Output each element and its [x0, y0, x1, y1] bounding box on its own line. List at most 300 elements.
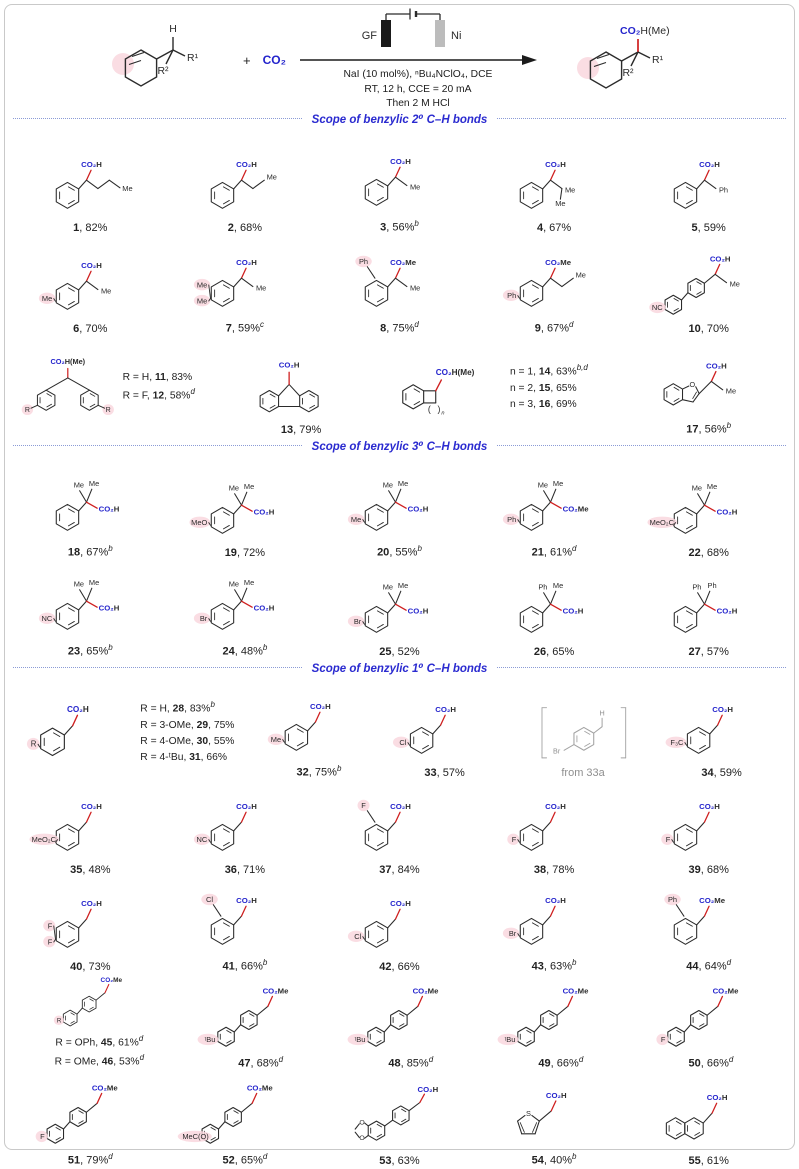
compound-cell: [631, 462, 786, 561]
compound-cell: [322, 236, 477, 337]
reaction-arrow: [298, 54, 538, 66]
svg-text:Me: Me: [270, 735, 281, 745]
compound-caption: 4, 67%: [536, 222, 572, 234]
svg-text:CO₂H: CO₂H: [253, 507, 274, 517]
section-title: Scope of benzylic 3⁰ C–H bonds: [302, 441, 498, 453]
compound-caption: 50, 66%$^d$: [688, 1055, 734, 1070]
compound-combo-cell: [13, 337, 224, 438]
compound-cell: [477, 462, 632, 561]
svg-text:NC: NC: [41, 614, 53, 624]
svg-text:CO₂H: CO₂H: [235, 896, 257, 906]
compound-caption: 32, 75%$^b$: [296, 764, 342, 779]
compound-caption: 5, 59%: [691, 222, 726, 234]
compound-cell: [168, 1072, 323, 1169]
r1-label: R¹: [651, 54, 664, 66]
reaction-arrow-block: [298, 8, 538, 111]
compound-cell: [631, 561, 786, 660]
compound-cell: [13, 236, 168, 337]
svg-text:O: O: [359, 1134, 365, 1142]
svg-text:CO₂H: CO₂H: [707, 1093, 728, 1103]
svg-text:CO₂H: CO₂H: [407, 606, 429, 616]
compound-cell: [322, 561, 477, 660]
svg-text:Me: Me: [88, 578, 100, 588]
substitution-site-highlight: [577, 57, 599, 79]
compound-caption: 22, 68%: [688, 547, 729, 559]
compound-row: [13, 236, 786, 337]
compound-cell: [477, 236, 632, 337]
svg-text:F: F: [361, 801, 366, 811]
compound-cell: [631, 1072, 786, 1169]
structure-drawing: [486, 985, 636, 1055]
svg-text:CO₂Me: CO₂Me: [699, 896, 726, 906]
structure-drawing: [168, 1082, 323, 1152]
compound-cell: [13, 781, 168, 878]
svg-text:Ph: Ph: [506, 291, 517, 301]
r2-label: R²: [622, 67, 634, 79]
svg-text:Me: Me: [382, 481, 394, 491]
structure-drawing: [631, 794, 786, 864]
compound-cell: [168, 462, 323, 561]
compound-caption: 47, 68%$^d$: [238, 1055, 284, 1070]
compound-cell: [13, 878, 168, 975]
compound-cell: [631, 236, 786, 337]
bracket-caption: from 33a: [561, 767, 605, 779]
compound-caption: 6, 70%: [73, 323, 108, 335]
svg-text:MeO: MeO: [190, 517, 207, 527]
structure-drawing: [477, 474, 632, 544]
compound-caption: 1, 82%: [73, 222, 108, 234]
compound-caption: 23, 65%$^b$: [67, 643, 113, 658]
co2-reagent-label: CO₂: [262, 53, 286, 67]
svg-text:R: R: [105, 406, 111, 414]
svg-text:Br: Br: [354, 616, 362, 626]
svg-text:CO₂H: CO₂H: [710, 254, 731, 264]
compound-row: [13, 462, 786, 561]
svg-text:CO₂H: CO₂H: [390, 899, 412, 909]
structure-drawing: [631, 1085, 786, 1155]
structure-drawing: [168, 152, 323, 222]
svg-text:Me: Me: [554, 199, 566, 209]
compound-cell: [13, 462, 168, 561]
structure-drawing: [631, 888, 786, 958]
conditions-line-2: RT, 12 h, CCE = 20 mA: [364, 83, 472, 95]
structure-drawing: [631, 576, 786, 646]
section-title: Scope of benzylic 1⁰ C–H bonds: [302, 663, 498, 675]
structure-drawing: [224, 354, 379, 424]
compound-cell: [168, 781, 323, 878]
svg-text:O: O: [689, 380, 696, 390]
svg-text:CO₂H: CO₂H: [253, 603, 274, 613]
svg-text:CO₂Me: CO₂Me: [262, 986, 289, 996]
svg-text:CO₂H: CO₂H: [235, 258, 257, 268]
svg-text:Ph: Ph: [692, 582, 702, 592]
svg-text:Ph: Ph: [359, 257, 369, 267]
svg-text:CO₂H: CO₂H: [712, 705, 734, 715]
conditions-line-1: NaI (10 mol%), ⁿBu₄NClO₄, DCE: [343, 69, 493, 81]
compound-caption: 19, 72%: [224, 547, 266, 559]
compound-cell: [322, 135, 477, 236]
compound-caption: 7, 59%$^c$: [225, 320, 265, 335]
section-title: Scope of benzylic 2⁰ C–H bonds: [302, 114, 498, 126]
svg-text:CO₂H(Me): CO₂H(Me): [436, 367, 475, 377]
compound-caption: 42, 66%: [379, 961, 420, 973]
svg-text:F: F: [47, 921, 53, 931]
svg-text:CO₂H: CO₂H: [717, 606, 738, 616]
compound-cell: [224, 337, 379, 438]
structure-drawing: [636, 985, 786, 1055]
structure-drawing: [509, 697, 657, 767]
scope-sections: [13, 114, 786, 1169]
svg-text:Me: Me: [73, 580, 85, 590]
section-divider: [13, 441, 786, 456]
compound-caption: 10, 70%: [688, 323, 729, 335]
svg-text:R: R: [56, 1017, 62, 1025]
structure-drawing: [322, 250, 477, 320]
compound-cell: [477, 781, 632, 878]
svg-text:(: (: [428, 403, 432, 414]
svg-text:Me: Me: [726, 386, 737, 396]
compound-caption: 26, 65%: [533, 646, 575, 658]
svg-text:Me: Me: [243, 578, 254, 588]
compound-row: [13, 878, 786, 975]
structure-drawing: [322, 576, 477, 646]
compound-row: [13, 1072, 786, 1169]
svg-text:R: R: [24, 406, 30, 414]
compound-cell: [477, 878, 632, 975]
structure-drawing: [322, 794, 477, 864]
compound-caption: 53, 63%: [379, 1155, 420, 1167]
svg-text:): ): [437, 403, 441, 414]
svg-text:NC: NC: [652, 303, 664, 313]
compound-row: [13, 337, 786, 438]
svg-text:n: n: [441, 410, 445, 417]
compound-caption: 44, 64%$^d$: [686, 958, 732, 973]
svg-text:Ph: Ph: [707, 581, 718, 591]
substrate-structure: [81, 12, 231, 108]
structure-drawing: [13, 794, 168, 864]
structure-drawing: [631, 152, 786, 222]
compound-cell: [168, 878, 323, 975]
svg-text:Ph: Ph: [538, 582, 548, 592]
compound-caption: 41, 66%$^b$: [222, 958, 268, 973]
compound-cell: [168, 135, 323, 236]
compound-caption: 49, 66%$^d$: [538, 1055, 584, 1070]
svg-text:Me: Me: [266, 172, 277, 182]
compound-row: [13, 135, 786, 236]
svg-text:Me: Me: [228, 580, 239, 590]
compound-cell: [477, 561, 632, 660]
structure-drawing: [631, 477, 786, 547]
compound-cell: [322, 781, 477, 878]
compound-cell: [336, 975, 486, 1072]
svg-text:CO₂H: CO₂H: [235, 802, 257, 812]
svg-text:Me: Me: [410, 182, 421, 192]
svg-text:Me: Me: [243, 482, 254, 492]
svg-text:F: F: [660, 1035, 666, 1045]
compound-cell: [322, 1072, 477, 1169]
svg-text:Cl: Cl: [354, 931, 362, 941]
variant-list: R = H, 28, 83%$^b$ R = 3-OMe, 29, 75% R = 4-OMe, 30, 55% R = 4-ᵗBu, 31, 66%: [140, 700, 235, 763]
structure-drawing: [477, 576, 632, 646]
compound-caption: 33, 57%: [424, 767, 465, 779]
svg-text:CO₂H: CO₂H: [417, 1085, 439, 1094]
svg-text:Me: Me: [196, 296, 207, 306]
compound-caption: 43, 63%$^b$: [531, 958, 577, 973]
compound-caption: 18, 67%$^b$: [67, 544, 113, 559]
svg-text:CO₂H: CO₂H: [545, 1091, 567, 1101]
compound-cell: [13, 135, 168, 236]
svg-text:CO₂Me: CO₂Me: [100, 976, 123, 984]
svg-text:Me: Me: [552, 581, 564, 591]
structure-drawing: [13, 975, 186, 1033]
svg-text:Me: Me: [255, 283, 266, 293]
svg-text:Me: Me: [537, 481, 548, 491]
structure-drawing: [631, 253, 786, 323]
svg-text:CO₂Me: CO₂Me: [91, 1083, 118, 1093]
structure-drawing: [631, 351, 786, 421]
svg-text:CO₂Me: CO₂Me: [712, 986, 739, 996]
svg-text:ᵗBu: ᵗBu: [504, 1035, 516, 1045]
svg-text:Me: Me: [729, 279, 741, 289]
structure-drawing: [13, 573, 168, 643]
structure-drawing: [13, 696, 140, 770]
compound-caption: 55, 61%: [688, 1155, 729, 1167]
svg-text:CO₂H: CO₂H: [699, 160, 721, 170]
svg-text:CO₂H: CO₂H: [544, 802, 566, 812]
compound-caption: 40, 73%: [70, 961, 111, 973]
svg-text:F: F: [666, 834, 671, 844]
structure-drawing: [322, 1085, 477, 1155]
figure-frame: [4, 4, 795, 1167]
r2-label: R²: [157, 65, 169, 77]
structure-drawing: [168, 794, 323, 864]
svg-text:CO₂H: CO₂H: [81, 261, 102, 271]
product-structure: [550, 12, 718, 108]
cathode-label: Ni: [450, 30, 462, 43]
compound-caption: 2, 68%: [227, 222, 263, 234]
compound-caption: 13, 79%: [280, 424, 322, 436]
section-divider: [13, 663, 786, 678]
svg-text:F: F: [511, 834, 517, 844]
svg-text:ᵗBu: ᵗBu: [354, 1035, 366, 1045]
svg-text:CO₂H: CO₂H: [81, 802, 102, 812]
svg-text:CO₂H: CO₂H: [562, 606, 584, 616]
compound-caption: 37, 84%: [379, 864, 420, 876]
svg-text:F: F: [40, 1132, 45, 1142]
structure-drawing: [258, 694, 380, 764]
compound-cell: [486, 975, 636, 1072]
svg-text:CO₂H: CO₂H: [435, 705, 457, 715]
structure-drawing: [380, 697, 509, 767]
compound-caption: 48, 85%$^d$: [388, 1055, 434, 1070]
svg-text:Me: Me: [564, 185, 576, 195]
compound-caption: 27, 57%: [688, 646, 729, 658]
structure-drawing: [477, 794, 632, 864]
compound-combo-cell: [13, 684, 258, 781]
svg-text:Br: Br: [508, 929, 517, 939]
compound-cell: [380, 684, 509, 781]
anode-label: GF: [361, 30, 377, 43]
r1-label: R¹: [187, 52, 199, 64]
svg-text:Me: Me: [410, 283, 421, 293]
svg-text:R: R: [30, 739, 37, 749]
structure-drawing: [477, 1082, 632, 1152]
compound-caption: 3, 56%$^b$: [380, 219, 419, 234]
svg-text:CO₂H: CO₂H: [81, 160, 102, 170]
svg-text:Me: Me: [707, 482, 718, 492]
svg-text:CO₂Me: CO₂Me: [562, 986, 589, 996]
structure-drawing: [168, 250, 323, 320]
svg-text:Ph: Ph: [719, 185, 729, 195]
compound-caption: 8, 75%$^d$: [380, 320, 419, 335]
benzylic-h-label: H: [169, 23, 177, 35]
compound-cell: [258, 684, 380, 781]
structure-drawing: [336, 985, 486, 1055]
plus-sign: +: [243, 52, 251, 68]
svg-text:Br: Br: [199, 614, 207, 624]
svg-text:CO₂H: CO₂H: [706, 361, 728, 371]
svg-text:Me: Me: [73, 481, 85, 491]
svg-text:Ph: Ph: [506, 515, 517, 525]
svg-text:CO₂H: CO₂H: [717, 507, 738, 517]
variant-list: R = OPh, 45, 61%$^d$ R = OMe, 46, 53%$^d$: [54, 1034, 145, 1068]
structure-drawing: [13, 253, 168, 323]
structure-drawing: [322, 891, 477, 961]
structure-drawing: [477, 250, 632, 320]
structure-drawing: [168, 477, 323, 547]
compound-row: [13, 781, 786, 878]
compound-cell: [186, 975, 336, 1072]
reaction-scheme: [13, 9, 786, 111]
compound-caption: 36, 71%: [224, 864, 266, 876]
svg-text:CO₂H: CO₂H: [390, 157, 412, 167]
compound-row: [13, 561, 786, 660]
compound-cell: [636, 975, 786, 1072]
bracket-structure-cell: [509, 684, 657, 781]
reaction-conditions: [344, 68, 493, 111]
compound-caption: 38, 78%: [533, 864, 575, 876]
compound-cell: [13, 1072, 168, 1169]
compound-cell: [168, 561, 323, 660]
svg-text:Me: Me: [122, 183, 133, 193]
compound-cell: [477, 135, 632, 236]
svg-text:ᵗBu: ᵗBu: [204, 1035, 216, 1045]
svg-text:Ph: Ph: [668, 895, 678, 905]
svg-text:CO₂Me: CO₂Me: [544, 258, 571, 268]
svg-text:CO₂H: CO₂H: [81, 899, 102, 909]
svg-text:CO₂H: CO₂H: [98, 603, 120, 613]
product-acid-label: CO₂H(Me): [619, 25, 670, 37]
svg-text:Me: Me: [228, 483, 239, 493]
compound-cell: [631, 337, 786, 438]
compound-row: [13, 684, 786, 781]
compound-cell: [631, 878, 786, 975]
conditions-line-3: Then 2 M HCl: [386, 98, 450, 110]
compound-combo-cell: [378, 337, 631, 438]
compound-caption: 35, 48%: [70, 864, 111, 876]
compound-caption: 51, 79%$^d$: [67, 1152, 113, 1167]
svg-text:Me: Me: [692, 483, 703, 493]
svg-text:CO₂H: CO₂H: [309, 702, 331, 712]
structure-drawing: [477, 888, 632, 958]
svg-text:CO₂H: CO₂H: [544, 160, 566, 170]
svg-text:F₃C: F₃C: [670, 737, 684, 747]
structure-drawing: [378, 351, 510, 425]
compound-cell: [631, 135, 786, 236]
svg-text:Me: Me: [100, 286, 112, 296]
structure-drawing: [322, 474, 477, 544]
svg-text:CO₂H: CO₂H: [390, 802, 412, 812]
svg-text:CO₂H(Me): CO₂H(Me): [50, 356, 86, 366]
compound-cell: [631, 781, 786, 878]
structure-drawing: [322, 149, 477, 219]
structure-drawing: [168, 888, 323, 958]
svg-text:Me: Me: [552, 479, 564, 489]
compound-cell: [322, 462, 477, 561]
svg-text:Me: Me: [88, 479, 100, 489]
svg-text:Cl: Cl: [399, 737, 407, 747]
compound-caption: 54, 40%$^b$: [531, 1152, 577, 1167]
svg-text:Me: Me: [41, 293, 53, 303]
svg-text:MeC(O): MeC(O): [181, 1132, 209, 1142]
svg-text:Me: Me: [196, 280, 207, 290]
compound-caption: 34, 59%: [701, 767, 742, 779]
section-divider: [13, 114, 786, 129]
svg-text:CO₂H: CO₂H: [235, 160, 257, 170]
svg-text:CO₂H: CO₂H: [98, 504, 120, 514]
compound-cell: [477, 1072, 632, 1169]
structure-drawing: [186, 985, 336, 1055]
variant-list: n = 1, 14, 63%$^{b,d}$ n = 2, 15, 65% n = 3, 16, 69%: [509, 363, 588, 410]
structure-drawing: [13, 474, 168, 544]
compound-row: [13, 975, 786, 1072]
svg-text:CO₂Me: CO₂Me: [390, 258, 417, 268]
compound-caption: 39, 68%: [688, 864, 729, 876]
svg-text:F: F: [47, 937, 53, 947]
compound-caption: 52, 65%$^d$: [222, 1152, 268, 1167]
svg-text:CO₂H: CO₂H: [699, 802, 721, 812]
svg-text:Me: Me: [398, 581, 409, 591]
structure-drawing: [13, 351, 123, 425]
compound-caption: 20, 55%$^b$: [377, 544, 422, 559]
svg-text:CO₂H: CO₂H: [66, 704, 89, 714]
svg-text:CO₂Me: CO₂Me: [562, 504, 589, 514]
svg-text:MeO₂C: MeO₂C: [31, 834, 57, 844]
structure-drawing: [13, 152, 168, 222]
svg-text:CO₂H: CO₂H: [278, 360, 300, 370]
compound-cell: [322, 878, 477, 975]
structure-drawing: [13, 891, 168, 961]
compound-caption: 25, 52%: [379, 646, 420, 658]
structure-drawing: [477, 152, 632, 222]
compound-combo-cell: [13, 975, 186, 1072]
svg-text:CO₂H: CO₂H: [407, 504, 429, 514]
compound-caption: 17, 56%$^b$: [686, 421, 732, 436]
svg-text:MeO₂C: MeO₂C: [650, 517, 675, 527]
svg-text:Me: Me: [575, 270, 586, 280]
svg-text:Me: Me: [398, 479, 409, 489]
svg-text:S: S: [525, 1109, 531, 1119]
svg-text:O: O: [359, 1119, 365, 1127]
variant-list: R = H, 11, 83% R = F, 12, 58%$^d$: [122, 372, 195, 402]
svg-text:H: H: [599, 708, 605, 718]
compound-cell: [657, 684, 786, 781]
svg-text:Cl: Cl: [205, 895, 213, 905]
electrode-icon: [343, 8, 493, 54]
compound-cell: [13, 561, 168, 660]
compound-caption: 9, 67%$^d$: [534, 320, 574, 335]
svg-text:NC: NC: [196, 834, 207, 844]
